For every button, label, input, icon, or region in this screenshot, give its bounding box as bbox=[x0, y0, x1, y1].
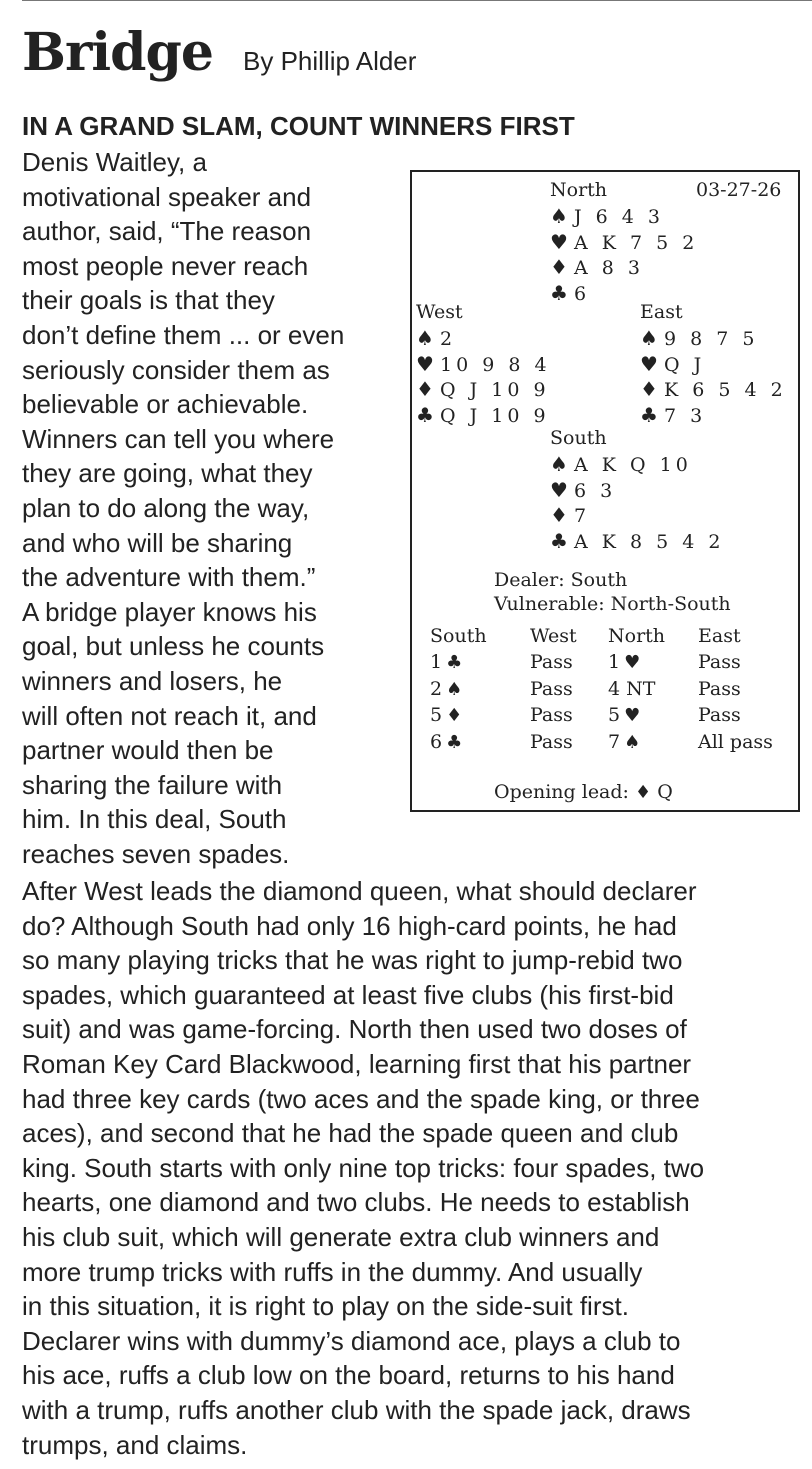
opening-lead-card: Q bbox=[657, 781, 673, 803]
club-icon: ♣ bbox=[550, 528, 568, 553]
text-line: goal, but unless he counts bbox=[22, 631, 325, 662]
card-list: 6 bbox=[574, 282, 591, 305]
text-line: believable or achievable. bbox=[22, 389, 309, 420]
south-hearts-holding bbox=[550, 478, 616, 503]
card-list: A K Q 10 bbox=[574, 454, 692, 476]
heart-icon: ♥ bbox=[640, 351, 658, 376]
bid-level: Pass bbox=[530, 704, 573, 726]
card-list: K 6 5 4 2 bbox=[664, 379, 787, 401]
bid-suit-icon: ♠ bbox=[446, 678, 463, 700]
text-line: After West leads the diamond queen, what should declarer bbox=[22, 876, 697, 906]
club-icon: ♣ bbox=[550, 280, 568, 305]
article-body bbox=[22, 874, 808, 1462]
west-clubs-holding bbox=[416, 403, 550, 428]
spade-icon: ♠ bbox=[640, 326, 658, 350]
text-line: don’t define them ... or even bbox=[22, 319, 345, 350]
column-title: Bridge bbox=[22, 22, 213, 83]
auction-bid bbox=[430, 703, 462, 728]
card-list: 2 bbox=[440, 328, 457, 350]
auction-bid bbox=[608, 703, 640, 728]
auction-header: North bbox=[608, 625, 666, 647]
auction-bid bbox=[608, 650, 640, 675]
east-hearts-holding bbox=[640, 352, 705, 377]
west-spades-holding bbox=[416, 326, 456, 351]
bid-level: All pass bbox=[698, 730, 773, 753]
bid-level: 5 bbox=[608, 704, 621, 726]
opening-lead-label: Opening lead: bbox=[494, 781, 629, 803]
diamond-icon: ♦ bbox=[640, 377, 658, 401]
article-intro-column bbox=[22, 145, 407, 871]
bid-level: Pass bbox=[698, 651, 741, 673]
south-label: South bbox=[550, 427, 607, 449]
text-line: in this situation, it is right to play on the side-suit first. bbox=[22, 1291, 629, 1322]
auction-bid bbox=[698, 703, 741, 727]
west-label: West bbox=[416, 301, 463, 323]
bid-suit-icon: ♣ bbox=[446, 652, 463, 673]
north-hearts-holding bbox=[550, 230, 698, 255]
text-line: reaches seven spades. bbox=[22, 838, 290, 869]
north-spades-holding bbox=[550, 204, 664, 229]
north-clubs-holding bbox=[550, 281, 590, 306]
text-line: winners and losers, he bbox=[22, 665, 283, 696]
deal-date: 03-27-26 bbox=[696, 179, 782, 201]
text-line: motivational speaker and bbox=[22, 181, 312, 212]
bid-level: Pass bbox=[698, 704, 741, 726]
card-list: A K 7 5 2 bbox=[574, 231, 699, 254]
card-list: Q J 10 9 bbox=[440, 404, 550, 427]
west-hearts-holding bbox=[416, 352, 551, 377]
north-diamonds-holding bbox=[550, 255, 644, 280]
card-list: J 6 4 3 bbox=[574, 206, 665, 228]
text-line: and who will be sharing bbox=[22, 527, 293, 558]
auction-bid bbox=[430, 730, 462, 755]
auction-bid bbox=[608, 677, 655, 701]
text-line: their goals is that they bbox=[22, 285, 275, 316]
auction-bid bbox=[698, 730, 773, 754]
bid-level: 1 bbox=[430, 651, 443, 673]
auction-bid bbox=[530, 650, 573, 674]
card-list: Q J bbox=[664, 353, 706, 376]
vulnerable-info: Vulnerable: North-South bbox=[494, 593, 731, 615]
text-line: the adventure with them.” bbox=[22, 562, 316, 593]
bid-level: Pass bbox=[530, 677, 573, 700]
card-list: 7 bbox=[574, 505, 591, 527]
text-line: king. South starts with only nine top tricks: four spades, two bbox=[22, 1152, 705, 1183]
dealer-info: Dealer: South bbox=[494, 569, 628, 591]
bid-level: Pass bbox=[530, 651, 573, 673]
diamond-icon: ♦ bbox=[550, 503, 568, 527]
card-list: 9 8 7 5 bbox=[664, 328, 759, 350]
card-list: A K 8 5 4 2 bbox=[574, 530, 725, 553]
east-clubs-holding bbox=[640, 403, 706, 428]
top-rule bbox=[22, 0, 812, 1]
auction-bid bbox=[530, 677, 573, 701]
bid-level: 4 NT bbox=[608, 677, 656, 700]
text-line: so many playing tricks that he was right to jump-rebid two bbox=[22, 945, 683, 976]
north-label: North bbox=[550, 179, 608, 201]
text-line: do? Although South had only 16 high-card points, he had bbox=[22, 910, 677, 941]
auction-header: East bbox=[698, 625, 741, 647]
bid-suit-icon: ♠ bbox=[624, 731, 641, 753]
auction-bid bbox=[698, 650, 741, 674]
south-clubs-holding bbox=[550, 529, 724, 554]
text-line: hearts, one diamond and two clubs. He needs to establish bbox=[22, 1187, 690, 1218]
text-line: plan to do along the way, bbox=[22, 492, 310, 523]
south-spades-holding bbox=[550, 452, 692, 477]
west-diamonds-holding bbox=[416, 377, 550, 402]
bid-level: 6 bbox=[430, 730, 443, 753]
deal-diagram bbox=[410, 170, 800, 812]
spade-icon: ♠ bbox=[550, 204, 568, 228]
heart-icon: ♥ bbox=[550, 477, 568, 502]
east-label: East bbox=[640, 301, 683, 323]
text-line: most people never reach bbox=[22, 250, 309, 281]
card-list: 10 9 8 4 bbox=[440, 353, 551, 376]
club-icon: ♣ bbox=[640, 402, 658, 427]
card-list: A 8 3 bbox=[574, 257, 644, 279]
auction-header: West bbox=[530, 625, 577, 647]
diamond-icon: ♦ bbox=[635, 782, 652, 803]
bid-level: 1 bbox=[608, 651, 621, 673]
bid-level: 2 bbox=[430, 677, 443, 700]
text-line: trumps, and claims. bbox=[22, 1429, 248, 1460]
bid-suit-icon: ♥ bbox=[624, 705, 641, 726]
text-line: aces), and second that he had the spade queen and club bbox=[22, 1118, 679, 1149]
heart-icon: ♥ bbox=[416, 351, 434, 376]
text-line: with a trump, ruffs another club with the spade jack, draws bbox=[22, 1394, 691, 1425]
text-line: his club suit, which will generate extra club winners and bbox=[22, 1221, 660, 1252]
text-line: partner would then be bbox=[22, 735, 274, 766]
auction-bid bbox=[698, 677, 741, 701]
bid-suit-icon: ♥ bbox=[624, 652, 641, 673]
bid-suit-icon: ♦ bbox=[446, 705, 463, 726]
auction-bid bbox=[430, 677, 462, 702]
auction-bid bbox=[530, 730, 573, 754]
text-line: seriously consider them as bbox=[22, 354, 330, 385]
text-line: spades, which guaranteed at least five clubs (his first-bid bbox=[22, 979, 674, 1010]
bid-level: Pass bbox=[698, 677, 741, 700]
text-line: suit) and was game-forcing. North then used two doses of bbox=[22, 1014, 687, 1045]
diamond-icon: ♦ bbox=[416, 377, 434, 401]
text-line: they are going, what they bbox=[22, 458, 313, 489]
text-line: will often not reach it, and bbox=[22, 700, 317, 731]
spade-icon: ♠ bbox=[416, 326, 434, 350]
auction-bid bbox=[430, 650, 462, 675]
diamond-icon: ♦ bbox=[550, 255, 568, 279]
text-line: more trump tricks with ruffs in the dummy. And usually bbox=[22, 1256, 643, 1287]
bid-level: Pass bbox=[530, 730, 573, 753]
text-line: A bridge player knows his bbox=[22, 596, 317, 627]
text-line: Winners can tell you where bbox=[22, 423, 335, 454]
spade-icon: ♠ bbox=[550, 452, 568, 476]
text-line: author, said, “The reason bbox=[22, 216, 312, 247]
text-line: his ace, ruffs a club low on the board, returns to his hand bbox=[22, 1360, 675, 1391]
east-spades-holding bbox=[640, 326, 758, 351]
bid-level: 5 bbox=[430, 704, 443, 726]
bid-suit-icon: ♣ bbox=[446, 731, 463, 753]
text-line: Denis Waitley, a bbox=[22, 147, 207, 177]
text-line: had three key cards (two aces and the spade king, or three bbox=[22, 1083, 700, 1114]
bid-level: 7 bbox=[608, 730, 621, 753]
text-line: him. In this deal, South bbox=[22, 804, 287, 835]
card-list: 6 3 bbox=[574, 479, 617, 502]
east-diamonds-holding bbox=[640, 377, 787, 402]
auction-header: South bbox=[430, 625, 487, 647]
text-line: sharing the failure with bbox=[22, 769, 283, 800]
text-line: Roman Key Card Blackwood, learning first that his partner bbox=[22, 1048, 692, 1079]
byline: By Phillip Alder bbox=[243, 46, 417, 76]
auction-bid bbox=[530, 703, 573, 727]
headline: IN A GRAND SLAM, COUNT WINNERS FIRST bbox=[22, 111, 575, 141]
heart-icon: ♥ bbox=[550, 229, 568, 254]
auction-bid bbox=[608, 730, 640, 755]
club-icon: ♣ bbox=[416, 402, 434, 427]
south-diamonds-holding bbox=[550, 503, 590, 528]
card-list: Q J 10 9 bbox=[440, 379, 550, 401]
text-line: Declarer wins with dummy’s diamond ace, plays a club to bbox=[22, 1325, 681, 1356]
opening-lead bbox=[494, 780, 673, 805]
card-list: 7 3 bbox=[664, 404, 707, 427]
